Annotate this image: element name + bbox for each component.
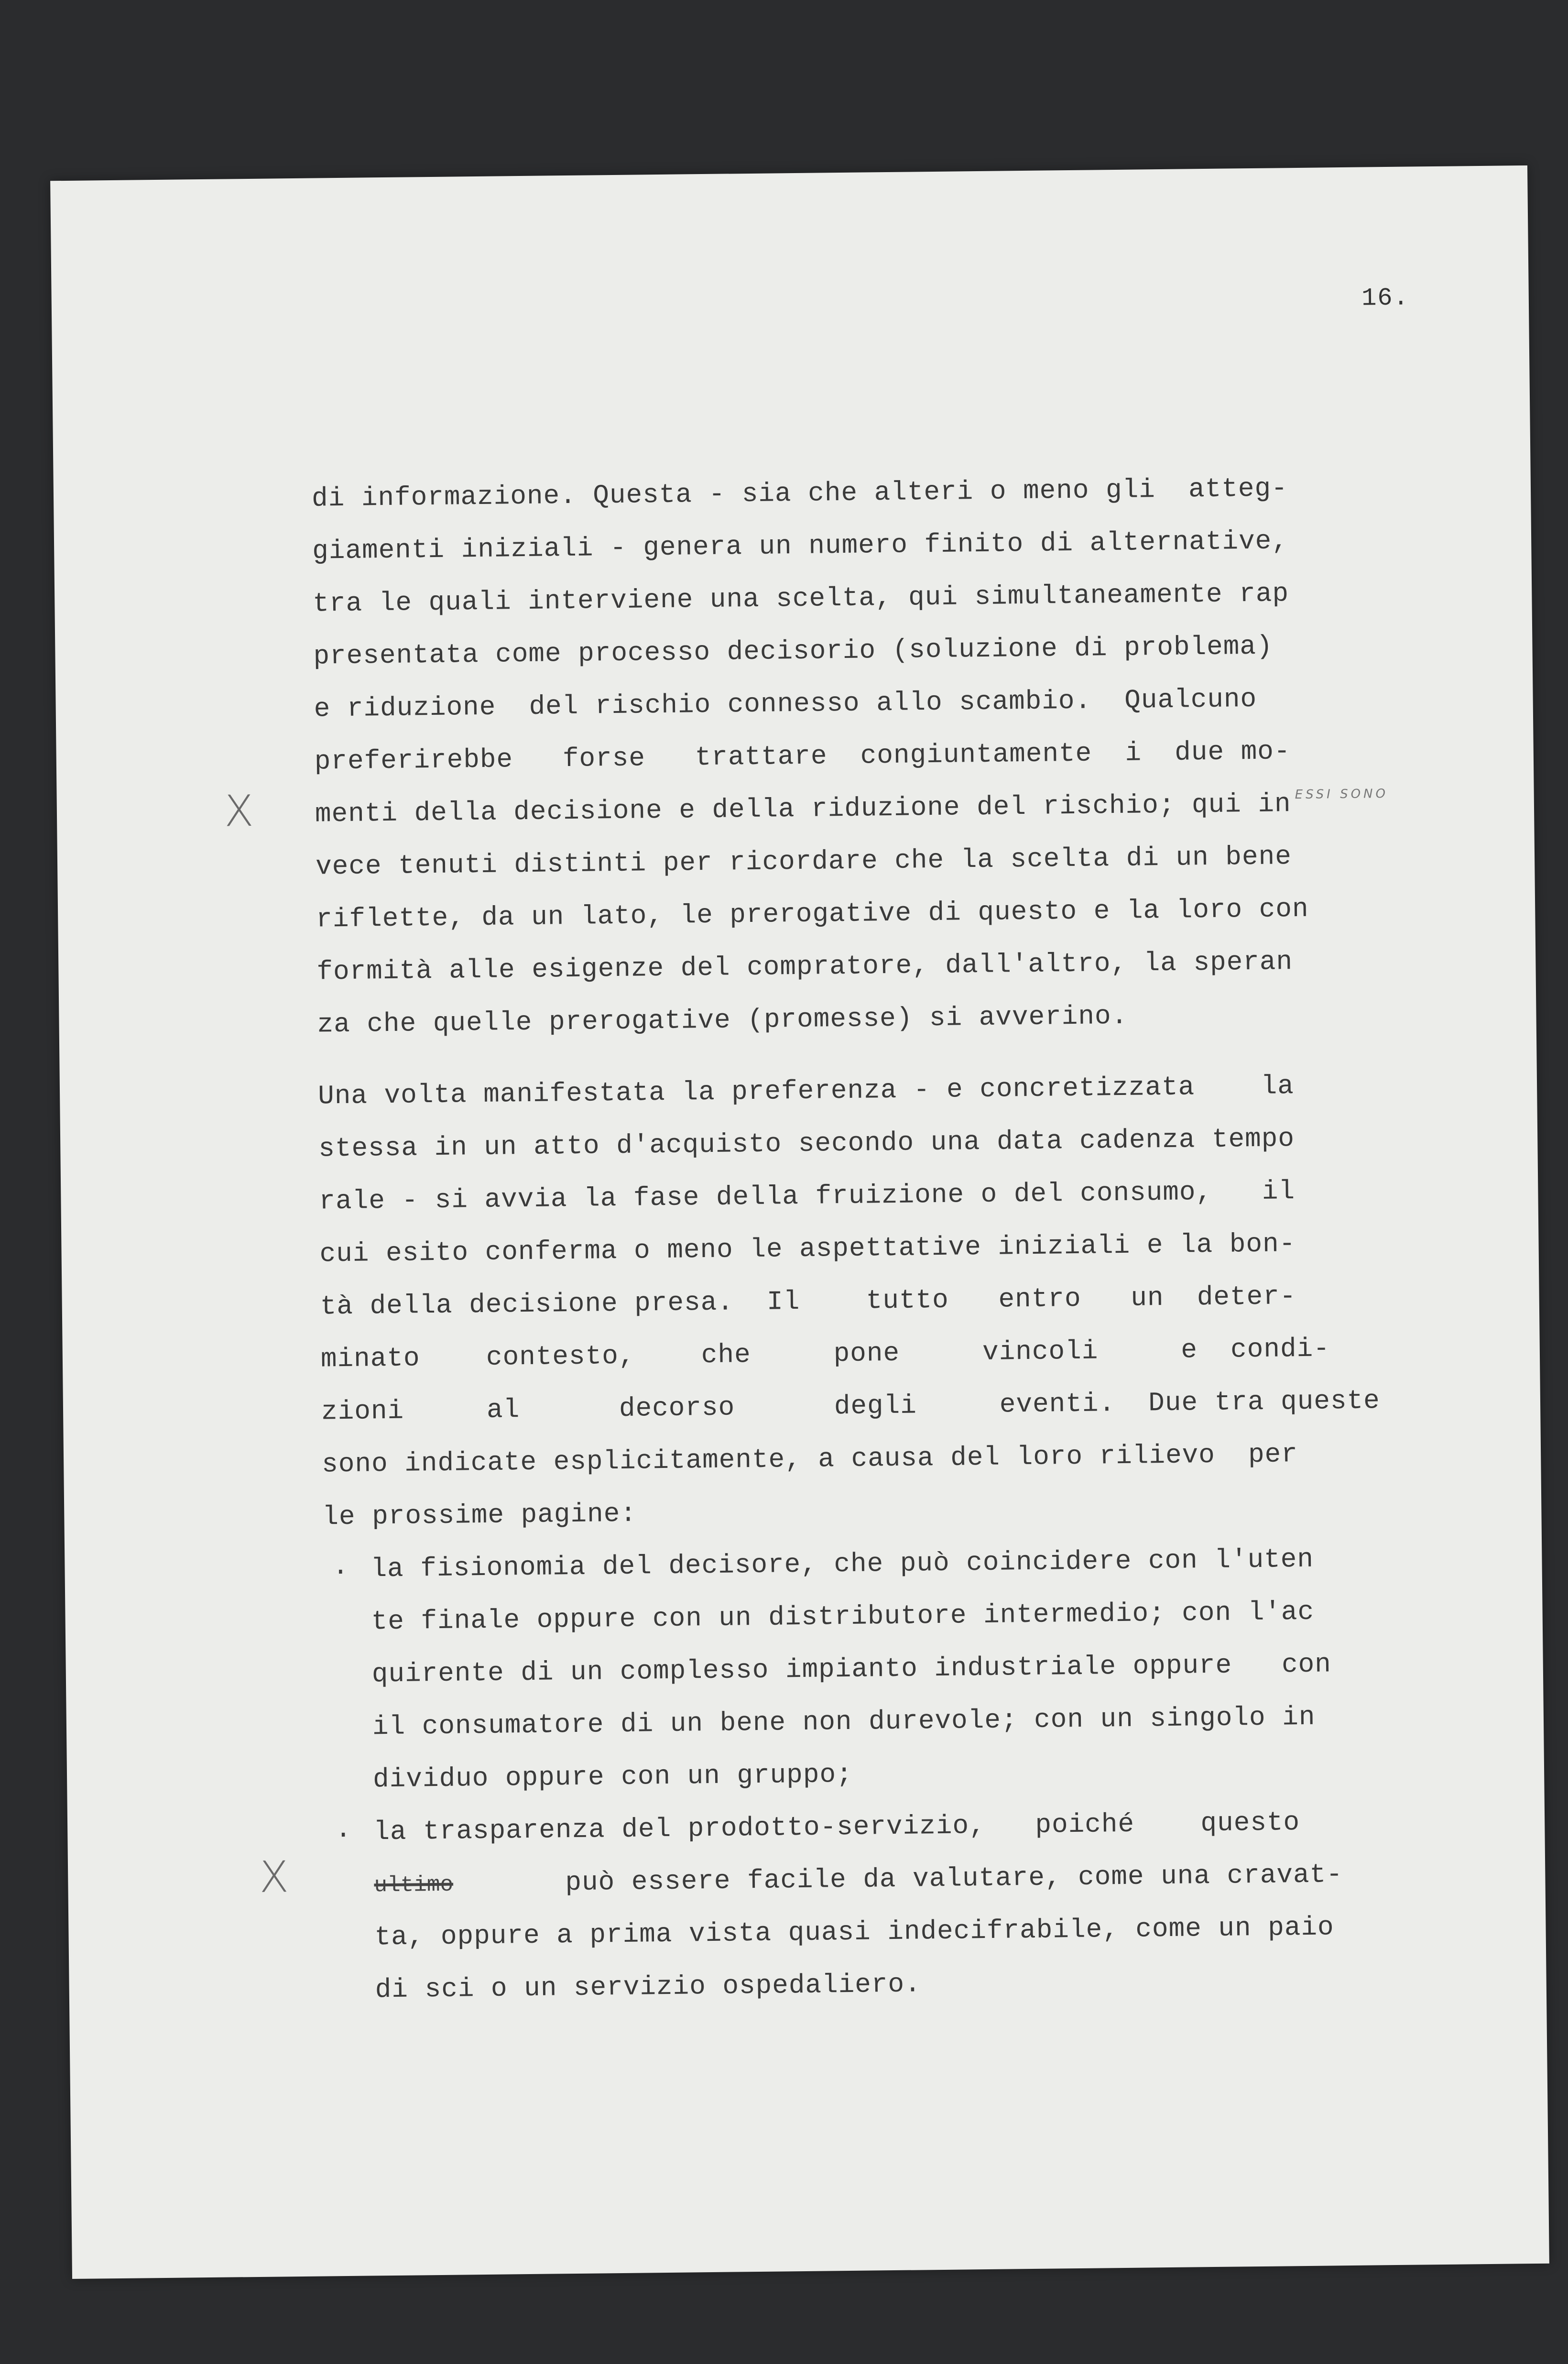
text-line: menti della decisione e della riduzione del rischio; qui in [315, 788, 1291, 830]
list-item-line: può essere facile da valutare, come una cravat- [565, 1859, 1343, 1898]
text-line: vece tenuti distinti per ricordare che la scelta di un bene [315, 841, 1292, 882]
text-line: presentata come processo decisorio (soluzione di problema) [313, 631, 1273, 672]
text-line: le prossime pagine: [322, 1498, 637, 1532]
text-line: cui esito conferma o meno le aspettative iniziali e la bon- [319, 1228, 1296, 1270]
text-line: rale - si avvia la fase della fruizione o del consumo, il [319, 1176, 1296, 1217]
list-item-line: ta, oppure a prima vista quasi indecifrabile, come un paio [374, 1912, 1334, 1953]
list-item-line: di sci o un servizio ospedaliero. [375, 1969, 922, 2005]
text-line: za che quelle prerogative (promesse) si avverino. [317, 1000, 1128, 1040]
list-item-line: il consumatore di un bene non durevole; con un singolo in [372, 1701, 1316, 1742]
bullet-marker: . [332, 1551, 349, 1582]
list-item-line: la fisionomia del decisore, che può coincidere con l'uten [370, 1543, 1314, 1585]
page-number: 16. [1361, 284, 1410, 313]
text-line: formità alle esigenze del compratore, dall'altro, la speran [316, 946, 1293, 987]
text-line: riflette, da un lato, le prerogative di questo e la loro con [316, 893, 1309, 935]
list-item-line: te finale oppure con un distributore intermedio; con l'ac [371, 1596, 1315, 1637]
text-line: sono indicate esplicitamente, a causa del loro rilievo per [321, 1439, 1298, 1480]
text-line: di informazione. Questa - sia che alteri o meno gli atteg- [311, 473, 1288, 514]
list-item-line: dividuo oppure con un gruppo; [372, 1759, 853, 1795]
margin-cross-mark: X [259, 1852, 289, 1903]
text-line: minato contesto, che pone vincoli e condi- [320, 1333, 1330, 1375]
text-line: tra le quali interviene una scelta, qui simultaneamente rap [313, 578, 1289, 619]
handwritten-insert: ESSI SONO [1295, 787, 1389, 802]
struck-word: ultimo [374, 1872, 454, 1898]
text-line: zioni al decorso degli eventi. Due tra queste [321, 1385, 1381, 1427]
text-line: tà della decisione presa. Il tutto entro un deter- [320, 1281, 1296, 1322]
list-item-line: quirente di un complesso impianto industriale oppure con [371, 1649, 1332, 1690]
list-item-line: la trasparenza del prodotto-servizio, poiché questo [373, 1807, 1300, 1848]
text-line: preferirebbe forse trattare congiuntamente i due mo- [314, 736, 1291, 777]
text-line: stessa in un atto d'acquisto secondo una data cadenza tempo [318, 1123, 1295, 1164]
text-line: giamenti iniziali - genera un numero finito di alternative, [312, 525, 1289, 567]
text-line: Una volta manifestata la preferenza - e concretizzata la [317, 1071, 1295, 1112]
bullet-marker: . [335, 1814, 352, 1845]
document-page [50, 165, 1549, 2279]
margin-cross-mark: X [224, 786, 254, 837]
text-line: e riduzione del rischio connesso allo scambio. Qualcuno [314, 683, 1257, 724]
